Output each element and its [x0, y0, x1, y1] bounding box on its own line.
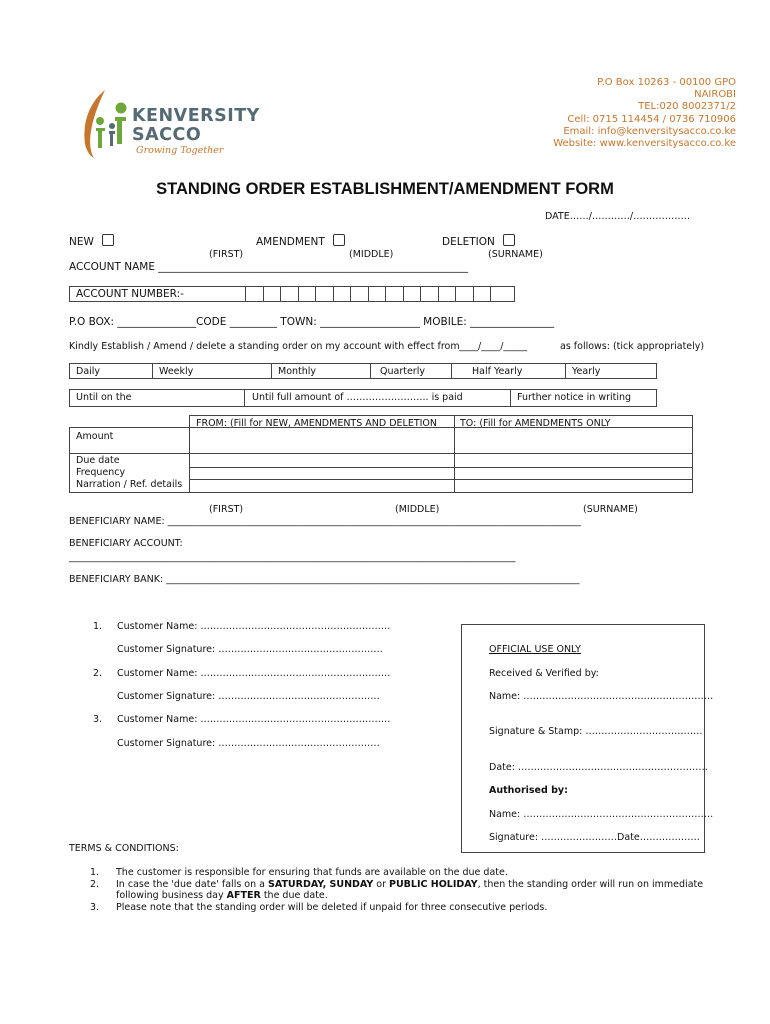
account-name-field[interactable]: ACCOUNT NAME ___________________________________________________________ — [69, 261, 469, 273]
row-amount: Amount — [76, 431, 114, 442]
official-date-field[interactable]: Date: …………………………………………………… — [489, 762, 708, 773]
account-digit-cell[interactable] — [473, 287, 474, 301]
account-digit-cell[interactable] — [368, 287, 369, 301]
account-digit-cell[interactable] — [403, 287, 404, 301]
customer-1-name[interactable]: Customer Name: …………………………………………………… — [117, 621, 391, 632]
account-digit-cell[interactable] — [385, 287, 386, 301]
customer-2-name[interactable]: Customer Name: …………………………………………………… — [117, 668, 391, 679]
contact-city: NAIROBI — [694, 89, 736, 101]
account-digit-cell[interactable] — [333, 287, 334, 301]
account-digit-cell[interactable] — [245, 287, 246, 301]
deletion-checkbox[interactable] — [503, 234, 515, 246]
frequency-row — [69, 363, 657, 379]
cell-divider — [152, 364, 153, 378]
new-checkbox[interactable] — [102, 234, 114, 246]
account-digit-cell[interactable] — [420, 287, 421, 301]
row-frequency: Frequency — [76, 467, 126, 478]
beneficiary-middle-caption: (MIDDLE) — [395, 504, 440, 515]
beneficiary-surname-caption: (SURNAME) — [583, 504, 638, 515]
account-number-box — [69, 286, 515, 302]
cell-divider — [244, 390, 245, 406]
cell-divider — [510, 390, 511, 406]
amendment-label: AMENDMENT — [256, 236, 325, 248]
logo-wordmark: KENVERSITY SACCO — [132, 106, 260, 145]
authorised-by-label: Authorised by: — [489, 785, 568, 796]
new-label: NEW — [69, 236, 94, 248]
effect-from-text: Kindly Establish / Amend / delete a standing order on my account with effect from — [69, 341, 460, 352]
account-digit-cell[interactable] — [315, 287, 316, 301]
row-due-date: Due date — [76, 455, 120, 466]
date-field[interactable]: DATE……/…………/……………… — [545, 211, 691, 222]
to-header: TO: (Fill for AMENDMENTS ONLY — [460, 418, 611, 429]
as-follows-text: as follows: (tick appropriately) — [560, 341, 705, 352]
amendment-option — [256, 234, 345, 248]
account-digit-cell[interactable] — [263, 287, 264, 301]
cell-divider — [370, 364, 371, 378]
terms-heading: TERMS & CONDITIONS: — [69, 843, 179, 854]
account-digit-cell[interactable] — [350, 287, 351, 301]
official-name-field[interactable]: Name: …………………………………………………… — [489, 691, 714, 702]
frequency-daily[interactable]: Daily — [76, 366, 101, 377]
frequency-yearly[interactable]: Yearly — [572, 366, 601, 377]
contact-tel: TEL:020 8002371/2 — [638, 101, 736, 113]
terms-item: 3. Please note that the standing order will be deleted if unpaid for three consecutive periods. — [90, 901, 548, 913]
customer-2-signature[interactable]: Customer Signature: …………………………………………… — [117, 691, 380, 702]
account-digit-cell[interactable] — [438, 287, 439, 301]
from-header: FROM: (Fill for NEW, AMENDMENTS AND DELETION — [196, 418, 438, 429]
customer-1-number: 1. — [93, 621, 103, 632]
first-name-caption: (FIRST) — [209, 249, 244, 260]
contact-block — [436, 77, 736, 150]
logo-tagline: Growing Together — [136, 145, 224, 156]
surname-caption: (SURNAME) — [488, 249, 543, 260]
frequency-weekly[interactable]: Weekly — [159, 366, 194, 377]
new-option — [69, 234, 114, 248]
contact-email[interactable]: Email: info@kenversitysacco.co.ke — [563, 125, 736, 137]
signature-stamp-field[interactable]: Signature & Stamp: ………………………………. — [489, 726, 703, 737]
customer-3-signature[interactable]: Customer Signature: …………………………………………… — [117, 738, 380, 749]
frequency-quarterly[interactable]: Quarterly — [380, 366, 425, 377]
customer-3-number: 3. — [93, 714, 103, 725]
until-on-option[interactable]: Until on the — [76, 392, 132, 403]
until-full-amount-option[interactable]: Until full amount of …………………….. is paid — [252, 392, 463, 403]
contact-po-box: P.O Box 10263 - 00100 GPO — [597, 77, 736, 88]
customer-2-number: 2. — [93, 668, 103, 679]
terms-list — [90, 867, 703, 913]
terms-item: 1. The customer is responsible for ensuring that funds are available on the due date. — [90, 867, 508, 878]
logo-people-icon — [78, 88, 138, 160]
address-line[interactable]: P.O BOX: _______________CODE _________ TOWN: ___________________ MOBILE: ________________ — [69, 316, 555, 328]
frequency-monthly[interactable]: Monthly — [278, 366, 317, 377]
middle-name-caption: (MIDDLE) — [349, 249, 394, 260]
account-digit-cell[interactable] — [280, 287, 281, 301]
beneficiary-account-label: BENEFICIARY ACCOUNT: — [69, 538, 183, 549]
deletion-option — [442, 234, 515, 248]
cell-divider — [451, 364, 452, 378]
account-digit-cell[interactable] — [490, 287, 491, 301]
amendment-checkbox[interactable] — [333, 234, 345, 246]
frequency-half-yearly[interactable]: Half Yearly — [472, 366, 523, 377]
contact-website[interactable]: Website: www.kenversitysacco.co.ke — [553, 138, 736, 150]
account-digit-cell[interactable] — [455, 287, 456, 301]
beneficiary-first-caption: (FIRST) — [209, 504, 244, 515]
terms-item: 2. In case the 'due date' falls on a SATURDAY, SUNDAY or PUBLIC HOLIDAY, then the standing order will run on immediate — [90, 878, 704, 890]
customer-3-name[interactable]: Customer Name: …………………………………………………… — [117, 714, 391, 725]
beneficiary-account-field[interactable]: ______________________________________________________________________________________________ — [69, 552, 516, 563]
further-notice-option[interactable]: Further notice in writing — [517, 392, 632, 403]
received-verified-label: Received & Verified by: — [489, 668, 599, 679]
beneficiary-bank-field[interactable]: BENEFICIARY BANK: _______________________________________________________________________________________ — [69, 574, 580, 585]
account-digit-cell[interactable] — [298, 287, 299, 301]
cell-divider — [565, 364, 566, 378]
authorised-signature-date-field[interactable]: Signature: ……………………Date………………. — [489, 832, 700, 843]
deletion-label: DELETION — [442, 236, 495, 248]
beneficiary-name-field[interactable]: BENEFICIARY NAME: _______________________________________________________________________________________ — [69, 516, 581, 527]
cell-divider — [271, 364, 272, 378]
form-title: STANDING ORDER ESTABLISHMENT/AMENDMENT FORM — [156, 180, 614, 198]
contact-cell: Cell: 0715 114454 / 0736 710906 — [567, 113, 736, 125]
customer-1-signature[interactable]: Customer Signature: ……………………………………………. — [117, 644, 383, 655]
effect-date-field[interactable]: ____/____/_____ — [459, 341, 528, 352]
until-row — [69, 389, 657, 407]
account-number-label: ACCOUNT NUMBER:- — [76, 288, 184, 300]
authorised-name-field[interactable]: Name: …………………………………………………… — [489, 809, 714, 820]
terms-item-continued: following business day AFTER the due date. — [116, 890, 328, 901]
official-use-title: OFFICIAL USE ONLY — [489, 644, 581, 655]
row-narration: Narration / Ref. details — [76, 479, 183, 490]
